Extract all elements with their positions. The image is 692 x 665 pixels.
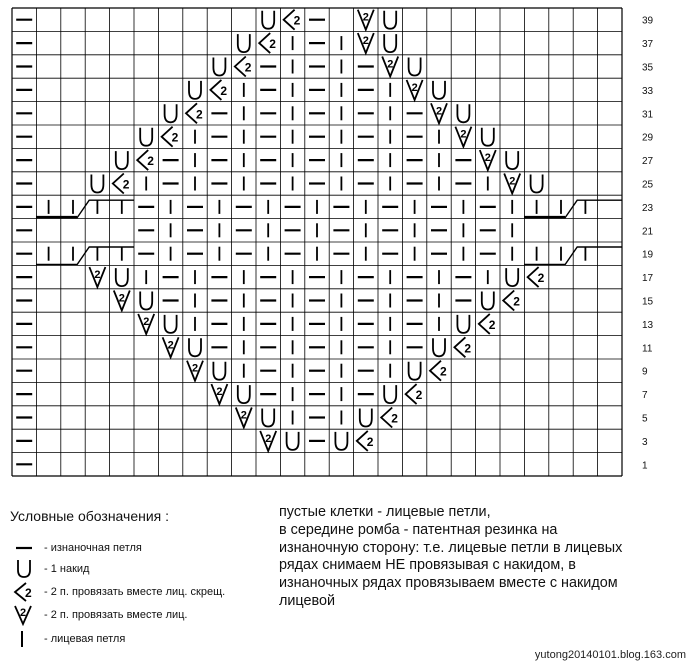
svg-text:2: 2	[415, 388, 423, 403]
k2tog-icon	[260, 431, 276, 451]
svg-text:2: 2	[391, 411, 398, 426]
svg-text:2: 2	[387, 58, 394, 71]
row-label: 11	[642, 343, 653, 355]
svg-text:2: 2	[293, 13, 301, 28]
k2tog-icon	[114, 291, 130, 311]
k2tog-tbl-icon	[162, 127, 179, 147]
row-label: 9	[642, 366, 648, 378]
svg-text:2: 2	[265, 432, 272, 445]
k2tog-icon	[211, 384, 227, 404]
row-label: 5	[642, 413, 648, 425]
svg-text:2: 2	[537, 271, 545, 286]
notes-block	[279, 504, 689, 611]
legend-item-yarn-over	[12, 558, 89, 580]
yarn-over-icon	[506, 268, 518, 286]
yarn-over-icon	[409, 362, 421, 380]
row-label: 3	[642, 436, 648, 448]
svg-text:2: 2	[484, 152, 491, 165]
yarn-over-icon	[213, 58, 225, 76]
k2tog-icon	[382, 57, 398, 77]
svg-text:2: 2	[362, 35, 369, 48]
note-line: изнаночных рядах провязываем вместе с накидом	[279, 575, 618, 592]
yarn-over-icon	[189, 338, 201, 356]
k2tog-tbl-icon	[503, 291, 520, 311]
row-label: 39	[642, 15, 654, 27]
svg-text:2: 2	[460, 128, 467, 141]
svg-text:2: 2	[362, 11, 369, 24]
yarn-over-icon	[506, 151, 518, 169]
yarn-over-icon	[433, 81, 445, 99]
row-label: 31	[642, 109, 654, 121]
k2tog-tbl-icon	[381, 408, 398, 428]
k2tog-tbl-icon	[12, 581, 38, 603]
svg-text:2: 2	[94, 269, 101, 282]
yarn-over-icon	[140, 128, 152, 146]
svg-text:2: 2	[171, 130, 179, 145]
yarn-over-icon	[116, 151, 128, 169]
yarn-over-icon	[12, 558, 38, 580]
svg-text:2: 2	[366, 434, 374, 449]
purl-stitch-icon	[12, 537, 38, 559]
svg-text:2: 2	[216, 386, 223, 399]
watermark: yutong20140101.blog.163.com	[534, 649, 686, 661]
svg-text:2: 2	[192, 362, 199, 375]
k2tog-tbl-icon	[210, 80, 227, 100]
k2tog-tbl-icon	[454, 337, 471, 357]
k2tog-icon	[455, 127, 471, 147]
row-label: 27	[642, 156, 654, 168]
row-label: 19	[642, 249, 654, 261]
row-label: 15	[642, 296, 654, 308]
svg-text:2: 2	[440, 364, 447, 379]
k2tog-tbl-icon	[357, 431, 374, 451]
row-label: 37	[642, 39, 654, 51]
k2tog-icon	[358, 33, 374, 53]
k2tog-icon	[163, 337, 179, 357]
row-label: 35	[642, 62, 654, 74]
legend-label-knit: - лицевая петля	[44, 633, 126, 645]
k2tog-icon	[504, 174, 520, 194]
k2tog-tbl-icon	[284, 10, 301, 30]
svg-text:2: 2	[513, 294, 520, 309]
svg-text:2: 2	[118, 292, 125, 305]
yarn-over-icon	[360, 409, 372, 427]
yarn-over-icon	[457, 104, 469, 122]
k2tog-tbl-icon	[406, 384, 423, 404]
note-line: пустые клетки - лицевые петли,	[279, 504, 491, 520]
legend-item-purl	[12, 537, 142, 559]
row-label: 23	[642, 202, 654, 214]
svg-text:2: 2	[220, 83, 228, 98]
k2tog-icon	[431, 103, 447, 123]
svg-text:2: 2	[488, 317, 496, 332]
note-line: изнаночную сторону: т.е. лицевые петли в лицевых	[279, 539, 623, 556]
yarn-over-icon	[384, 34, 396, 52]
yarn-over-icon	[262, 409, 274, 427]
yarn-over-icon	[140, 292, 152, 310]
svg-text:2: 2	[240, 409, 247, 422]
svg-text:2: 2	[143, 315, 150, 328]
row-label: 33	[642, 85, 654, 97]
row-label: 7	[642, 390, 648, 402]
k2tog-tbl-icon	[137, 150, 154, 170]
knit-stitch-icon	[12, 628, 38, 650]
legend-item-k2tog-tbl	[12, 581, 225, 603]
row-label: 1	[642, 460, 648, 472]
legend-label-k2tog: - 2 п. провязать вместе лиц.	[44, 609, 188, 621]
k2tog-tbl-icon	[528, 267, 545, 287]
yarn-over-icon	[482, 128, 494, 146]
yarn-over-icon	[433, 338, 445, 356]
note-line: рядах снимаем НЕ провязывая с накидом, в	[279, 557, 576, 574]
yarn-over-icon	[409, 58, 421, 76]
k2tog-icon	[138, 314, 154, 334]
legend-item-k2tog	[12, 604, 187, 626]
yarn-over-icon	[91, 175, 103, 193]
k2tog-icon	[187, 361, 203, 381]
k2tog-tbl-icon	[430, 361, 447, 381]
k2tog-icon	[358, 10, 374, 30]
row-label: 13	[642, 319, 654, 331]
row-label: 29	[642, 132, 654, 144]
k2tog-tbl-icon	[186, 103, 203, 123]
k2tog-icon	[89, 267, 105, 287]
svg-text:2: 2	[269, 37, 276, 52]
svg-text:2: 2	[509, 175, 516, 188]
svg-text:2: 2	[147, 154, 154, 169]
yarn-over-icon	[116, 268, 128, 286]
note-line: лицевой	[279, 592, 336, 609]
k2tog-icon	[236, 408, 252, 428]
legend-label-yarn-over: - 1 накид	[44, 563, 90, 575]
yarn-over-icon	[531, 175, 543, 193]
yarn-over-icon	[165, 104, 177, 122]
yarn-over-icon	[384, 385, 396, 403]
svg-text:2: 2	[122, 177, 130, 192]
svg-text:2: 2	[436, 105, 443, 118]
k2tog-icon	[407, 80, 423, 100]
svg-text:2: 2	[244, 60, 252, 75]
row-label: 25	[642, 179, 654, 191]
yarn-over-icon	[262, 11, 274, 29]
yarn-over-icon	[238, 385, 250, 403]
note-line: в середине ромба - патентная резинка на	[279, 521, 558, 538]
yarn-over-icon	[335, 432, 347, 450]
yarn-over-icon	[189, 81, 201, 99]
yarn-over-icon	[384, 11, 396, 29]
yarn-over-icon	[165, 315, 177, 333]
k2tog-icon	[480, 150, 496, 170]
k2tog-icon	[12, 604, 38, 626]
k2tog-tbl-icon	[259, 33, 276, 53]
row-label: 21	[642, 226, 654, 238]
yarn-over-icon	[213, 362, 225, 380]
k2tog-tbl-icon	[235, 57, 252, 77]
svg-text:2: 2	[464, 341, 472, 356]
legend-label-k2tog-tbl: - 2 п. провязать вместе лиц. скрещ.	[44, 586, 226, 598]
legend-label-purl: - изнаночная петля	[44, 542, 142, 554]
yarn-over-icon	[482, 292, 494, 310]
k2tog-tbl-icon	[113, 174, 130, 194]
legend-title: Условные обозначения :	[10, 508, 170, 524]
svg-text:2: 2	[411, 81, 418, 94]
svg-text:2: 2	[196, 107, 203, 122]
k2tog-tbl-icon	[479, 314, 496, 334]
yarn-over-icon	[457, 315, 469, 333]
svg-text:2: 2	[167, 339, 174, 352]
svg-text:2: 2	[25, 586, 32, 600]
legend-item-knit	[12, 628, 125, 650]
svg-text:2: 2	[20, 607, 27, 619]
yarn-over-icon	[238, 34, 250, 52]
row-label: 17	[642, 273, 654, 285]
yarn-over-icon	[287, 432, 299, 450]
